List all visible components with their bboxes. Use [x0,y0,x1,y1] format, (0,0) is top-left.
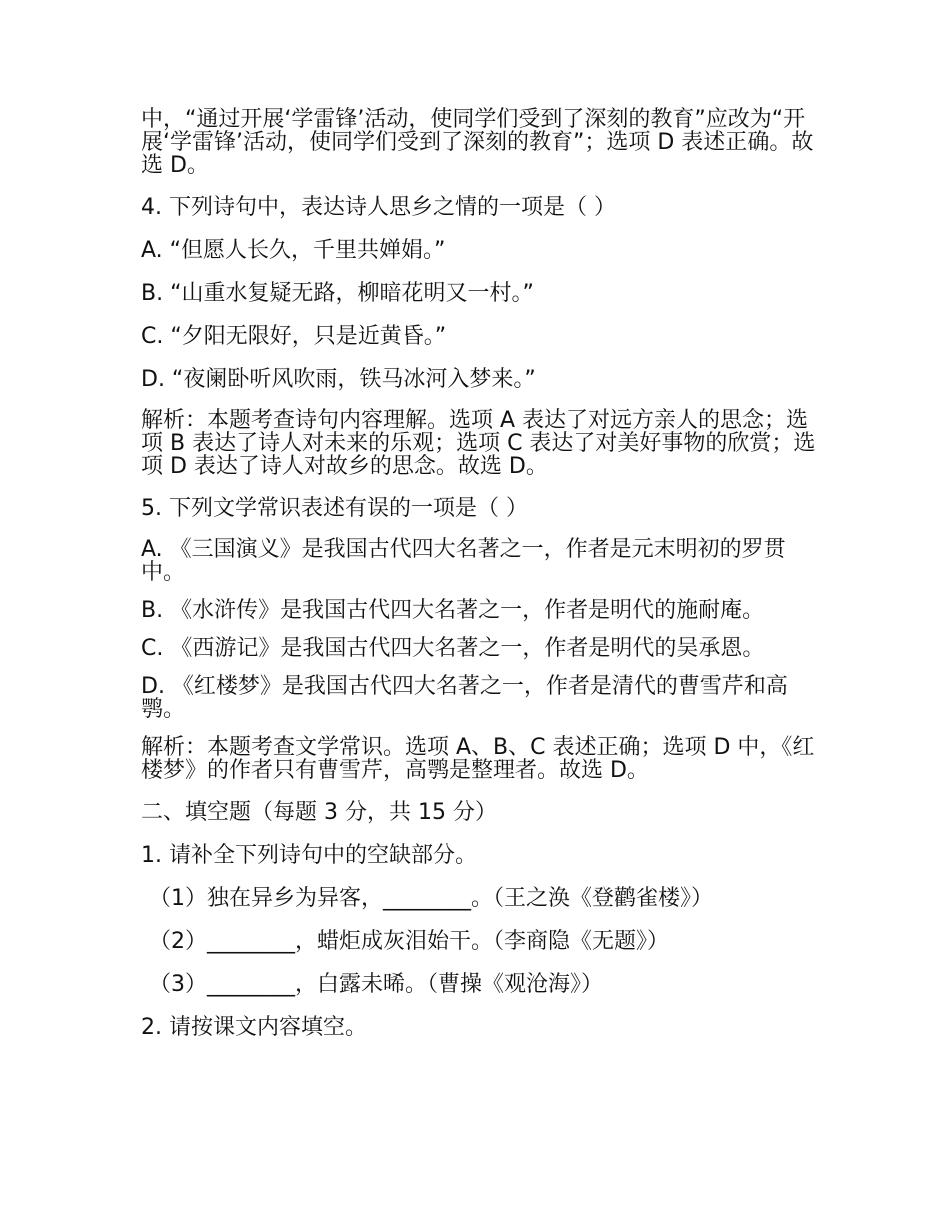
question-4-option-c: C. “夕阳无限好，只是近黄昏。” [141,324,447,349]
question-5-option-a: A. 《三国演义》是我国古代四大名著之一，作者是元末明初的罗贯中。 [141,537,786,585]
fill-question-1-item-3: （3）________，白露未晞。（曹操《观沧海》） [149,972,603,997]
question-4-option-a: A. “但愿人长久，千里共婵娟。” [141,238,446,263]
fill-question-1: 1. 请补全下列诗句中的空缺部分。 [141,843,477,868]
question-5-title: 5. 下列文学常识表述有误的一项是（ ） [141,496,528,521]
section-2-heading: 二、填空题（每题 3 分，共 15 分） [141,800,497,825]
question-5-option-c: C. 《西游记》是我国古代四大名著之一，作者是明代的吴承恩。 [141,636,765,661]
fill-question-2: 2. 请按课文内容填空。 [141,1015,367,1040]
question-5-option-b: B. 《水浒传》是我国古代四大名著之一，作者是明代的施耐庵。 [141,598,765,623]
document-page [141,108,821,1042]
question-5-explanation: 解析：本题考查文学常识。选项 A、B、C 表述正确；选项 D 中，《红楼梦》的作者只有曹雪芹，高鹗是整理者。故选 D。 [141,735,815,783]
explanation-paragraph: 中，“通过开展‘学雷锋’活动，使同学们受到了深刻的教育”应改为“开展‘学雷锋’活动，使同学们受到了深刻的教育”；选项 D 表述正确。故选 D。 [141,107,814,178]
fill-question-1-item-2: （2）________，蜡炬成灰泪始干。（李商隐《无题》） [149,929,669,954]
question-4-title: 4. 下列诗句中，表达诗人思乡之情的一项是（ ） [141,195,616,220]
question-4-option-d: D. “夜阑卧听风吹雨，铁马冰河入梦来。” [141,367,536,392]
question-4-option-b: B. “山重水复疑无路，柳暗花明又一村。” [141,281,534,306]
fill-question-1-item-1: （1）独在异乡为异客，________。（王之涣《登鹳雀楼》） [149,886,713,911]
question-5-option-d: D. 《红楼梦》是我国古代四大名著之一，作者是清代的曹雪芹和高鹗。 [141,674,788,722]
question-4-explanation: 解析：本题考查诗句内容理解。选项 A 表达了对远方亲人的思念；选项 B 表达了诗人对未来的乐观；选项 C 表达了对美好事物的欣赏；选项 D 表达了诗人对故乡的思念。故选 D。 [141,408,816,479]
